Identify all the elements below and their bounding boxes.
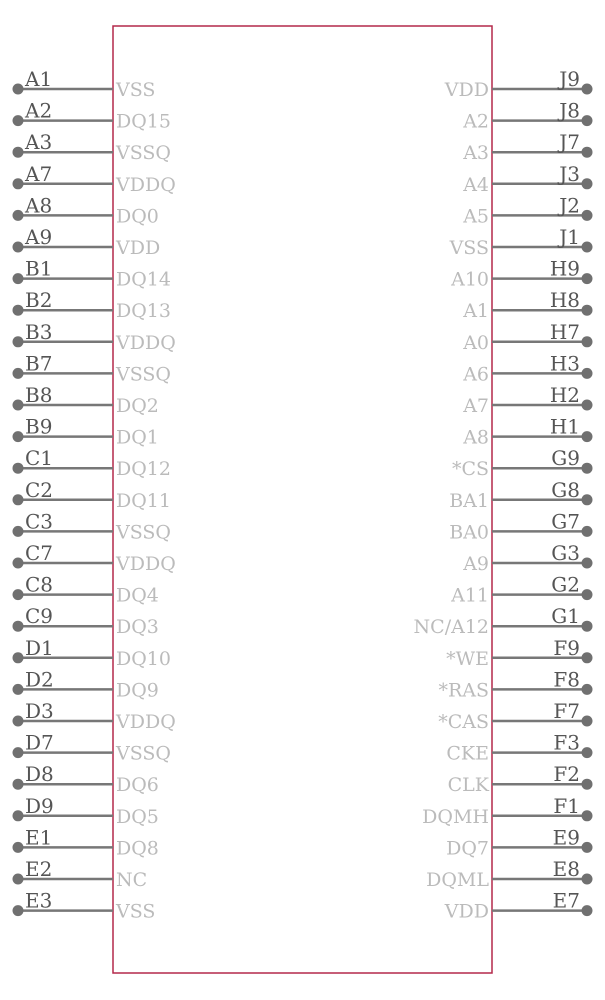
left-pin-11 [13,415,159,449]
pin-number: F9 [553,635,580,660]
pin-name: DQ6 [116,774,159,797]
pin-name: CLK [447,774,489,797]
pin-terminal-dot [13,589,24,600]
left-pin-9 [13,351,172,385]
pin-number: E8 [552,857,580,881]
right-pin-12 [452,446,593,480]
pin-terminal-dot [582,242,593,253]
right-pin-26 [444,889,593,923]
pin-number: E3 [25,888,53,913]
left-pin-18 [13,636,172,670]
pin-terminal-dot [582,115,593,126]
pin-number: H3 [549,351,580,376]
left-pin-5 [13,225,161,259]
pin-name: VDD [444,900,489,923]
pin-name: DQMH [422,805,489,828]
right-pin-9 [462,351,592,385]
left-pin-3 [13,162,176,196]
pin-name: DQ13 [116,300,171,323]
pin-terminal-dot [582,400,593,411]
pin-number: J9 [559,67,580,91]
pin-name: DQ0 [116,205,159,228]
pin-number: B8 [25,383,53,407]
pin-terminal-dot [582,810,593,821]
pin-terminal-dot [13,652,24,663]
pin-terminal-dot [582,905,593,916]
pin-terminal-dot [13,874,24,885]
pin-number: A7 [25,161,53,186]
pin-name: VSSQ [116,142,171,165]
pin-terminal-dot [582,779,593,790]
pin-number: H1 [549,414,580,439]
pin-name: A8 [463,426,489,449]
right-pin-7 [462,288,592,322]
pin-name: A10 [451,268,489,291]
pin-name: VDD [116,237,161,259]
pin-name: VSS [116,900,156,923]
pin-number: J7 [559,130,580,155]
pin-name: *RAS [438,679,489,702]
pin-name: DQ2 [116,395,159,417]
pin-terminal-dot [13,210,24,221]
left-pin-24 [13,825,159,859]
right-pin-5 [449,225,593,259]
left-pin-group [13,67,176,923]
pin-name: A2 [463,110,489,133]
pin-number: A1 [25,67,53,91]
pin-name: A6 [463,363,489,386]
pin-number: D3 [25,699,54,723]
pin-number: G8 [551,477,580,502]
right-pin-21 [446,731,592,765]
pin-number: H7 [549,319,580,344]
pin-number: F2 [553,762,580,787]
pin-terminal-dot [13,716,24,727]
pin-terminal-dot [13,84,24,95]
pin-name: VDDQ [116,173,176,196]
pin-name: DQML [426,869,489,891]
left-pin-1 [13,99,172,133]
pin-terminal-dot [13,810,24,821]
pin-number: A9 [25,225,53,249]
pin-number: C7 [25,541,54,565]
left-pin-25 [13,857,148,891]
pin-terminal-dot [13,242,24,253]
pin-number: B1 [25,256,53,281]
pin-name: A7 [463,395,489,417]
pin-terminal-dot [13,368,24,379]
pin-terminal-dot [13,779,24,790]
pin-terminal-dot [13,147,24,158]
left-pin-8 [13,320,176,354]
right-pin-4 [462,193,592,227]
pin-name: DQ11 [116,489,171,512]
right-pin-23 [422,794,592,828]
pin-terminal-dot [582,210,593,221]
pin-number: F1 [553,793,580,818]
pin-number: F8 [553,667,580,692]
left-pin-12 [13,446,172,480]
left-pin-17 [13,604,159,638]
pin-terminal-dot [13,558,24,569]
right-pin-10 [462,383,592,417]
pin-name: A4 [463,173,489,196]
left-pin-23 [13,794,159,828]
right-pin-16 [450,573,592,607]
left-pin-7 [13,288,172,322]
pin-name: BA1 [449,489,489,512]
left-pin-10 [13,383,159,417]
left-pin-21 [13,731,172,765]
pin-name: CKE [446,742,489,765]
pin-number: B9 [25,414,53,439]
pin-terminal-dot [582,147,593,158]
pin-name: DQ5 [116,805,159,828]
right-pin-group [414,67,593,923]
left-pin-22 [13,762,159,796]
pin-terminal-dot [582,621,593,632]
left-pin-4 [13,193,159,227]
left-pin-19 [13,667,159,701]
pin-number: E9 [552,825,580,850]
pin-terminal-dot [13,463,24,474]
pin-terminal-dot [13,494,24,505]
pin-number: E7 [552,888,580,913]
pin-name: VDDQ [116,553,176,575]
pin-name: DQ10 [116,647,171,670]
pin-number: C1 [25,446,54,471]
pin-name: A3 [463,142,489,165]
pin-number: B3 [25,319,53,344]
pin-number: F7 [553,699,580,723]
pin-number: A8 [25,193,53,218]
right-pin-25 [426,857,592,891]
pin-terminal-dot [582,273,593,284]
pin-number: A3 [25,130,53,155]
pin-terminal-dot [13,115,24,126]
pin-terminal-dot [13,684,24,695]
pin-number: E1 [25,825,53,850]
pin-name: VSS [449,237,489,259]
pin-number: B2 [25,288,53,313]
pin-terminal-dot [13,336,24,347]
pin-terminal-dot [582,305,593,316]
pin-number: C8 [25,572,54,597]
pin-number: F3 [553,730,580,755]
pin-name: DQ14 [116,268,171,291]
pin-name: *WE [446,647,489,670]
left-pin-13 [13,478,172,512]
pin-number: D8 [25,762,54,787]
pin-name: A1 [463,300,489,323]
right-pin-6 [450,257,592,291]
pin-terminal-dot [582,874,593,885]
right-pin-13 [449,478,592,512]
left-pin-20 [13,699,176,733]
pin-number: G3 [551,541,580,565]
pin-name: BA0 [449,521,489,544]
pin-name: DQ1 [116,426,159,449]
pin-terminal-dot [13,842,24,853]
left-pin-6 [13,257,172,291]
pin-terminal-dot [582,494,593,505]
pin-name: *CAS [438,711,489,733]
pin-name: A9 [463,553,489,575]
pin-name: DQ9 [116,679,159,702]
pin-number: D2 [25,667,54,692]
pin-number: H8 [549,288,580,313]
pin-name: A5 [463,205,489,228]
right-pin-11 [462,415,592,449]
pin-name: *CS [451,458,489,481]
pin-terminal-dot [13,178,24,189]
pin-terminal-dot [13,747,24,758]
pin-number: G7 [551,509,580,534]
pin-terminal-dot [13,526,24,537]
pin-number: H9 [549,256,580,281]
pin-terminal-dot [582,178,593,189]
right-pin-15 [462,541,592,575]
pin-terminal-dot [13,431,24,442]
pin-terminal-dot [582,842,593,853]
pin-number: D9 [25,793,54,818]
pin-number: C9 [25,604,54,629]
pin-name: NC [116,869,148,891]
pin-terminal-dot [13,273,24,284]
right-pin-2 [462,130,592,164]
pin-terminal-dot [582,684,593,695]
pin-terminal-dot [582,84,593,95]
left-pin-15 [13,541,176,575]
right-pin-22 [448,762,593,796]
pin-number: C3 [25,509,54,534]
pin-number: H2 [549,383,580,407]
pin-name: NC/A12 [413,616,489,639]
pin-terminal-dot [582,463,593,474]
pin-number: B7 [25,351,53,376]
left-pin-26 [13,889,156,923]
pin-name: DQ4 [116,584,159,607]
pin-name: DQ15 [116,110,171,133]
right-pin-8 [462,320,592,354]
pin-number: J3 [559,161,580,186]
pin-terminal-dot [13,305,24,316]
pin-number: G1 [551,604,580,629]
pin-name: A11 [451,584,489,607]
pin-terminal-dot [582,589,593,600]
pin-name: DQ3 [116,616,159,639]
pin-number: E2 [25,857,53,881]
right-pin-19 [438,667,592,701]
left-pin-14 [13,509,172,543]
pin-terminal-dot [582,431,593,442]
pin-number: A2 [25,98,53,123]
pin-number: J2 [559,193,580,218]
pin-terminal-dot [582,747,593,758]
pin-number: J1 [559,225,580,249]
pin-number: G9 [551,446,580,471]
pin-terminal-dot [13,400,24,411]
left-pin-0 [13,67,156,101]
right-pin-1 [462,99,592,133]
right-pin-14 [449,509,592,543]
pin-terminal-dot [582,716,593,727]
right-pin-3 [462,162,592,196]
right-pin-18 [446,636,592,670]
pin-number: C2 [25,477,54,502]
pin-name: VSSQ [116,742,171,765]
pin-name: VDDQ [116,711,176,733]
pin-number: J8 [559,98,580,123]
pin-terminal-dot [13,621,24,632]
right-pin-24 [446,825,592,859]
pin-name: A0 [463,331,489,354]
right-pin-20 [438,699,592,733]
pin-name: DQ12 [116,458,171,481]
pin-terminal-dot [582,336,593,347]
pin-name: VSSQ [116,363,171,386]
pin-terminal-dot [13,905,24,916]
pin-name: DQ8 [116,837,159,860]
pin-number: G2 [551,572,580,597]
right-pin-0 [444,67,593,101]
pin-terminal-dot [582,558,593,569]
pin-name: VDD [444,79,489,101]
pin-terminal-dot [582,368,593,379]
pin-name: VSSQ [116,521,171,544]
pin-number: D1 [25,635,54,660]
pin-number: D7 [25,730,54,755]
pin-name: VDDQ [116,331,176,354]
left-pin-2 [13,130,172,164]
pin-name: DQ7 [446,837,489,860]
pin-terminal-dot [582,652,593,663]
pin-name: VSS [116,79,156,101]
left-pin-16 [13,573,159,607]
right-pin-17 [414,604,593,638]
pin-terminal-dot [582,526,593,537]
